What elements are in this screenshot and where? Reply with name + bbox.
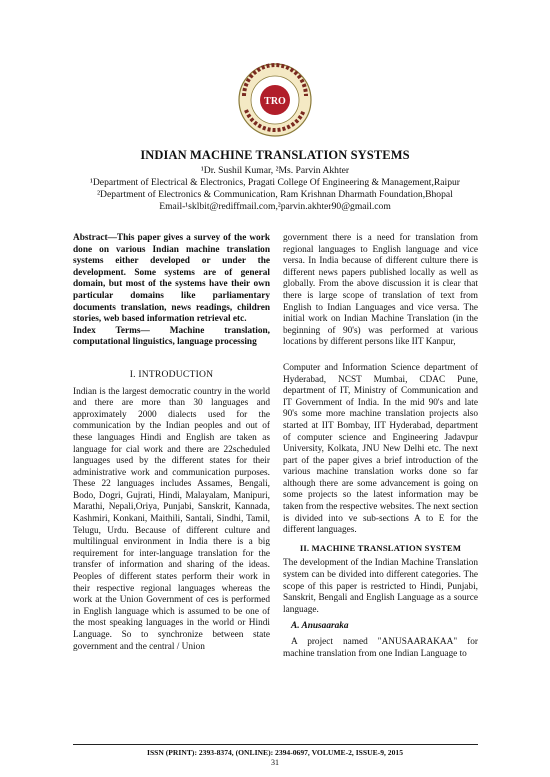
paper-title: INDIAN MACHINE TRANSLATION SYSTEMS [140, 148, 410, 162]
left-column [73, 233, 270, 653]
right-column [283, 233, 478, 660]
footer-divider [73, 744, 478, 745]
page-number: 31 [271, 758, 279, 767]
author-emails: Email-¹sklbit@rediffmail.com,²parvin.akhter90@gmail.com [159, 201, 391, 212]
affiliation-2: ²Department of Electronics & Communication, Ram Krishnan Dharmath Foundation,Bhopal [97, 189, 453, 200]
section-2-body: The development of the Indian Machine Translation system can be divided into different categories. The scope of this paper is restricted to Hindi, Punjabi, Sanskrit, Bengali and English Language as a source language. [283, 558, 478, 615]
subsection-a-body: A project named "ANUSAARAKAA" for machine translation from one Indian Language to [283, 637, 478, 659]
section-1-heading: I. INTRODUCTION [129, 368, 214, 380]
subsection-a-heading: A. Anusaaraka [291, 621, 349, 632]
footer-issn: ISSN (PRINT): 2393-8374, (ONLINE): 2394-0697, VOLUME-2, ISSUE-9, 2015 [146, 748, 403, 757]
section-2-heading: II. MACHINE TRANSLATION SYSTEM [299, 542, 462, 553]
author-list: ¹Dr. Sushil Kumar, ²Ms. Parvin Akhter [200, 165, 350, 176]
section-1-body: Indian is the largest democratic country in the world and there are more than 30 languages and approximately 2000 dialects used for the communication by the Indian peoples and out of these languages Hindi and English are taken as language for cial work and there are 22scheduled languages used by the different states for their administrative work and communication purposes. These 22 languages includes Assames, Bengali, Bodo, Dogri, Gujrati, Hindi, Malayalam, Manipuri, Marathi, Nepali,Oriya, Punjabi, Sanskrit, Kannada, Kashmiri, Konkani, Maithili, Santali, Sindhi, Tamil, Telugu, Urdu. Because of different culture and multilingual environment in India there is a big requirement for inter-language translation for the transfer of information and sharing of the ideas. Peoples of different states perform their work in their respective regional languages whereas the work at the Union Government of ces is performed in English language which is assumed to be one of the most speaking languages in the world or Hindi Language. So to synchronize between state government and the central / Union [73, 386, 270, 652]
affiliation-1: ¹Department of Electrical & Electronics, Pragati College Of Engineering & Management,Raipur [90, 177, 460, 188]
paragraph-gap [283, 349, 478, 363]
abstract: Abstract—This paper gives a survey of the work done on various Indian machine translation systems either developed or under the development. Some systems are of general domain, but most of the systems have their own particular domains like parliamentary documents translation, news readings, children stories, web based information retrieval etc. [73, 233, 270, 325]
right-paragraph-2: Computer and Information Science department of Hyderabad, NCST Mumbai, CDAC Pune, department of IT, Ministry of Communication and IT Government of India. In the mid 90's and late 90's some more machine translation projects also started at IIT Bombay, IIT Hyderabad, department of computer science and Engineering Jadavpur University, Kolkata, JNU New Delhi etc. The next part of the paper gives a brief introduction of the various machine translation works done so far although there are some advancement is going on some projects so the latest information may be taken from the respective websites. The next section is divided into ve sub-sections A to E for the different languages. [283, 362, 478, 536]
journal-logo [226, 60, 324, 140]
logo-emblem-icon [226, 60, 324, 140]
right-paragraph-1: government there is a need for translation from regional languages to English language and vice versa. In India because of different culture there is different news papers published locally as well as globally. From the above discussion it is clear that there is large scope of translation of text from English to Indian Languages and vice versa. The initial work on Indian Machine Translation (in the beginning of 90's) was performed at various locations by different persons like IIT Kanpur, [283, 233, 478, 348]
index-terms: Index Terms— Machine translation, computational linguistics, language processing [73, 325, 270, 348]
svg-text:TRO: TRO [264, 96, 286, 107]
